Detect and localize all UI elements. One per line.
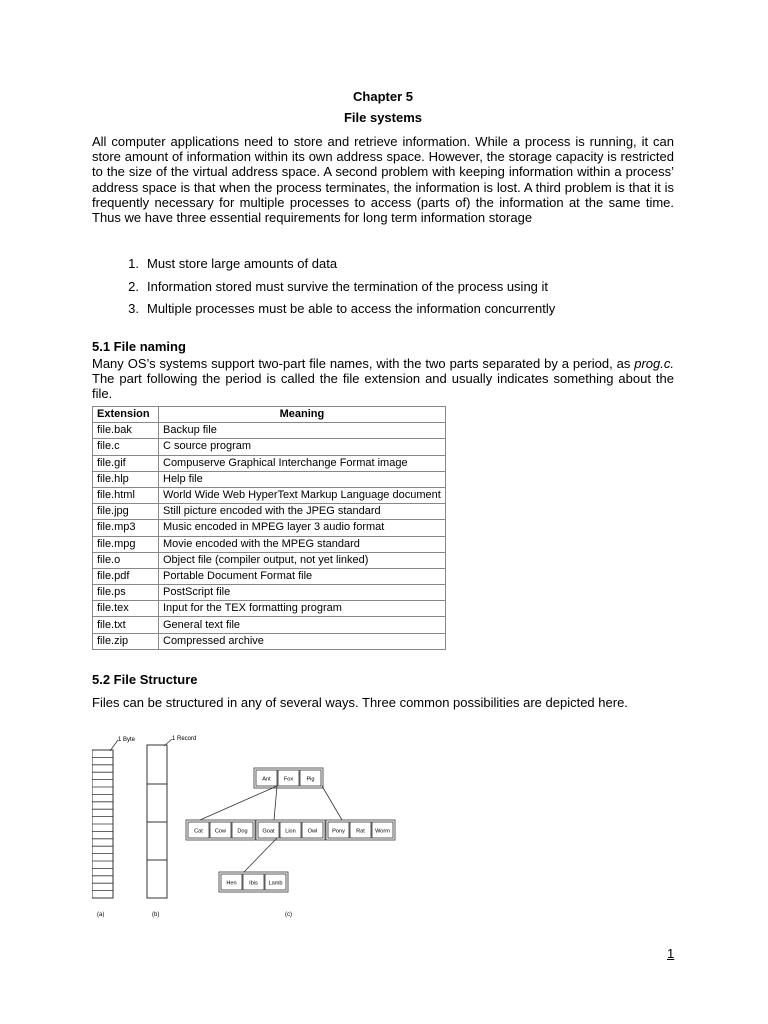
tree-node-hen — [219, 872, 288, 892]
table-row — [93, 585, 446, 601]
table-row — [93, 471, 446, 487]
extension-cell: file.bak — [93, 423, 159, 439]
table-row — [93, 439, 446, 455]
label-c: (c) — [285, 912, 292, 918]
table-header-row — [93, 407, 446, 423]
tree-root-node — [254, 768, 323, 788]
meaning-cell: Movie encoded with the MPEG standard — [159, 536, 446, 552]
tree-key: Cow — [214, 828, 227, 835]
tree-key: Lion — [285, 828, 296, 835]
table-row — [93, 487, 446, 503]
label-1-record: 1 Record — [172, 736, 197, 742]
meaning-cell: World Wide Web HyperText Markup Language document — [159, 487, 446, 503]
byte-sequence-diagram — [92, 737, 136, 918]
tree-key: Rat — [356, 828, 365, 835]
tree-key: Hen — [226, 880, 237, 887]
extension-cell: file.ps — [93, 585, 159, 601]
list-item-number: 2. — [128, 278, 139, 294]
list-item-number: 1. — [128, 256, 139, 271]
meaning-cell: Music encoded in MPEG layer 3 audio format — [159, 520, 446, 536]
column-header-extension: Extension — [93, 407, 159, 423]
tree-key: Ibis — [249, 880, 258, 887]
paragraph-text: Many OS’s systems support two-part file names, with the two parts separated by a period, as — [92, 356, 635, 371]
tree-key: Goat — [262, 828, 275, 835]
tree-node-cat — [186, 820, 255, 840]
list-item-number: 3. — [128, 301, 139, 317]
extension-table — [92, 406, 446, 650]
intro-paragraph: All computer applications need to store and retrieve information. While a process is running, it can store amount of information within its own address space. However, the storage capacity is restricted to the size of the virtual address space. A second problem with keeping information within a process’ address space is that when the process terminates, the information is lost. A third problem is that it is frequently necessary for multiple processes to access (parts of) the information at the same time. Thus we have three essential requirements for long term information storage — [92, 134, 674, 226]
list-item-text: Information stored must survive the termination of the process using it — [147, 278, 549, 294]
meaning-cell: General text file — [159, 617, 446, 633]
tree-key: Lamb — [268, 880, 283, 887]
tree-key: Pig — [306, 776, 315, 783]
tree-node-goat — [256, 820, 325, 840]
table-row — [93, 504, 446, 520]
extension-cell: file.mpg — [93, 536, 159, 552]
list-item-text: Multiple processes must be able to access the information concurrently — [147, 301, 556, 317]
meaning-cell: Still picture encoded with the JPEG standard — [159, 504, 446, 520]
page-number: 1 — [667, 946, 675, 961]
meaning-cell: Backup file — [159, 423, 446, 439]
extension-cell: file.gif — [93, 455, 159, 471]
extension-cell: file.jpg — [93, 504, 159, 520]
chapter-title: File systems — [343, 110, 423, 125]
extension-cell: file.txt — [93, 617, 159, 633]
table-row — [93, 633, 446, 649]
extension-cell: file.mp3 — [93, 520, 159, 536]
paragraph-text: The part following the period is called the file extension and usually indicates something about the file. — [92, 371, 674, 402]
meaning-cell: Portable Document Format file — [159, 568, 446, 584]
meaning-cell: PostScript file — [159, 585, 446, 601]
table-row — [93, 601, 446, 617]
chapter-label: Chapter 5 — [353, 89, 413, 104]
tree-key: Cat — [194, 828, 203, 835]
tree-key: Owl — [307, 828, 318, 835]
extension-cell: file.o — [93, 552, 159, 568]
extension-cell: file.hlp — [93, 471, 159, 487]
extension-cell: file.pdf — [93, 568, 159, 584]
meaning-cell: Compressed archive — [159, 633, 446, 649]
tree-key: Worm — [375, 828, 390, 835]
table-row — [93, 423, 446, 439]
table-row — [93, 568, 446, 584]
meaning-cell: C source program — [159, 439, 446, 455]
section-heading-file-naming: 5.1 File naming — [92, 339, 186, 354]
table-row — [93, 552, 446, 568]
extension-cell: file.zip — [93, 633, 159, 649]
tree-node-pony — [326, 820, 395, 840]
section-heading-file-structure: 5.2 File Structure — [92, 672, 198, 687]
meaning-cell: Compuserve Graphical Interchange Format image — [159, 455, 446, 471]
tree-key: Pony — [332, 828, 345, 835]
meaning-cell: Object file (compiler output, not yet linked) — [159, 552, 446, 568]
file-structure-paragraph: Files can be structured in any of several ways. Three common possibilities are depicted here. — [92, 695, 628, 710]
requirements-list — [92, 256, 674, 324]
file-structure-figure — [92, 730, 402, 922]
label-a: (a) — [97, 912, 105, 918]
column-header-meaning: Meaning — [159, 407, 446, 423]
list-item-text: Must store large amounts of data — [147, 256, 338, 271]
extension-table-body — [93, 423, 446, 650]
list-item — [92, 279, 674, 302]
table-row — [93, 617, 446, 633]
tree-key: Ant — [262, 776, 271, 783]
label-1-byte: 1 Byte — [118, 737, 136, 743]
extension-cell: file.c — [93, 439, 159, 455]
tree-key: Dog — [237, 828, 248, 835]
meaning-cell: Input for the TEX formatting program — [159, 601, 446, 617]
list-item — [92, 301, 674, 324]
tree-key: Fox — [283, 776, 294, 783]
table-row — [93, 455, 446, 471]
file-naming-paragraph — [92, 356, 674, 402]
extension-cell: file.html — [93, 487, 159, 503]
label-b: (b) — [152, 912, 160, 918]
table-row — [93, 536, 446, 552]
list-item — [92, 256, 674, 279]
meaning-cell: Help file — [159, 471, 446, 487]
table-row — [93, 520, 446, 536]
example-filename: prog.c. — [634, 356, 674, 371]
extension-cell: file.tex — [93, 601, 159, 617]
record-tree-diagram — [186, 768, 395, 918]
